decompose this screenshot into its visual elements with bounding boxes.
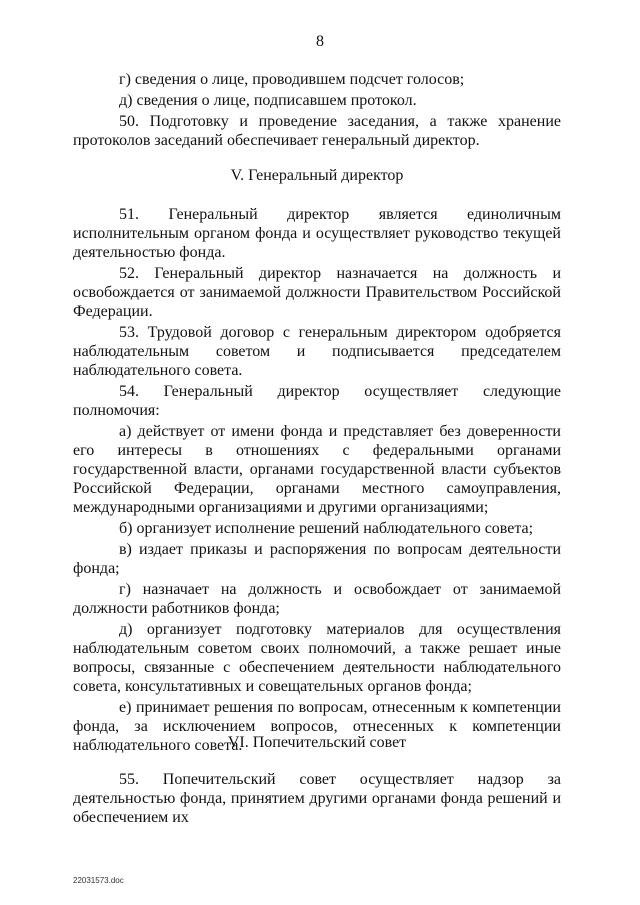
- paragraph-54-b: б) организует исполнение решений наблюдательного совета;: [119, 520, 534, 537]
- section-6-heading-wrap: [73, 733, 561, 752]
- text-block-1: [73, 70, 561, 152]
- paragraph-53: 53. Трудовой договор с генеральным директором одобряется наблюдательным советом и подписывается председателем наблюдательного совета.: [73, 324, 561, 379]
- paragraph-54-d: д) организует подготовку материалов для осуществления наблюдательным советом своих полномочий, а также решает иные вопросы, связанные с обеспечением деятельности наблюдательного совета, консультативных и совещательных органов фонда;: [73, 621, 561, 695]
- paragraph-52: 52. Генеральный директор назначается на должность и освобождается от занимаемой должности Правительством Российской Федерации.: [73, 265, 561, 320]
- section-5-heading-wrap: [73, 166, 561, 185]
- paragraph-54-g: г) назначает на должность и освобождает от занимаемой должности работников фонда;: [73, 581, 561, 617]
- paragraph-51: 51. Генеральный директор является единоличным исполнительным органом фонда и осуществляет руководство текущей деятельностью фонда.: [73, 206, 561, 261]
- paragraph-50: 50. Подготовку и проведение заседания, а также хранение протоколов заседаний обеспечивает генеральный директор.: [73, 113, 561, 149]
- paragraph-54-e: е) принимает решения по вопросам, отнесенным к компетенции фонда, за исключением вопросов, отнесенных к компетенции наблюдательного совета.: [73, 699, 561, 754]
- page-number: 8: [316, 33, 324, 50]
- paragraph-54-a: а) действует от имени фонда и представляет без доверенности его интересы в отношениях с федеральными органами государственной власти, органами государственной власти субъектов Российской Федерации, органами местного самоуправления, международными организациями и другими организациями;: [73, 423, 561, 516]
- paragraph-item-g: г) сведения о лице, проводившем подсчет голосов;: [119, 71, 465, 88]
- text-block-2: [73, 205, 561, 757]
- section-5-heading: V. Генеральный директор: [230, 167, 404, 184]
- paragraph-54: 54. Генеральный директор осуществляет следующие полномочия:: [73, 383, 561, 419]
- section-6-heading: VI. Попечительский совет: [227, 734, 407, 751]
- text-block-3: [73, 770, 561, 829]
- paragraph-55: 55. Попечительский совет осуществляет надзор за деятельностью фонда, принятием другими органами фонда решений и обеспечением их: [73, 771, 561, 826]
- paragraph-item-d: д) сведения о лице, подписавшем протокол.: [119, 92, 417, 109]
- paragraph-54-v: в) издает приказы и распоряжения по вопросам деятельности фонда;: [73, 541, 561, 577]
- footer-filename: 22031573.doc: [73, 876, 124, 885]
